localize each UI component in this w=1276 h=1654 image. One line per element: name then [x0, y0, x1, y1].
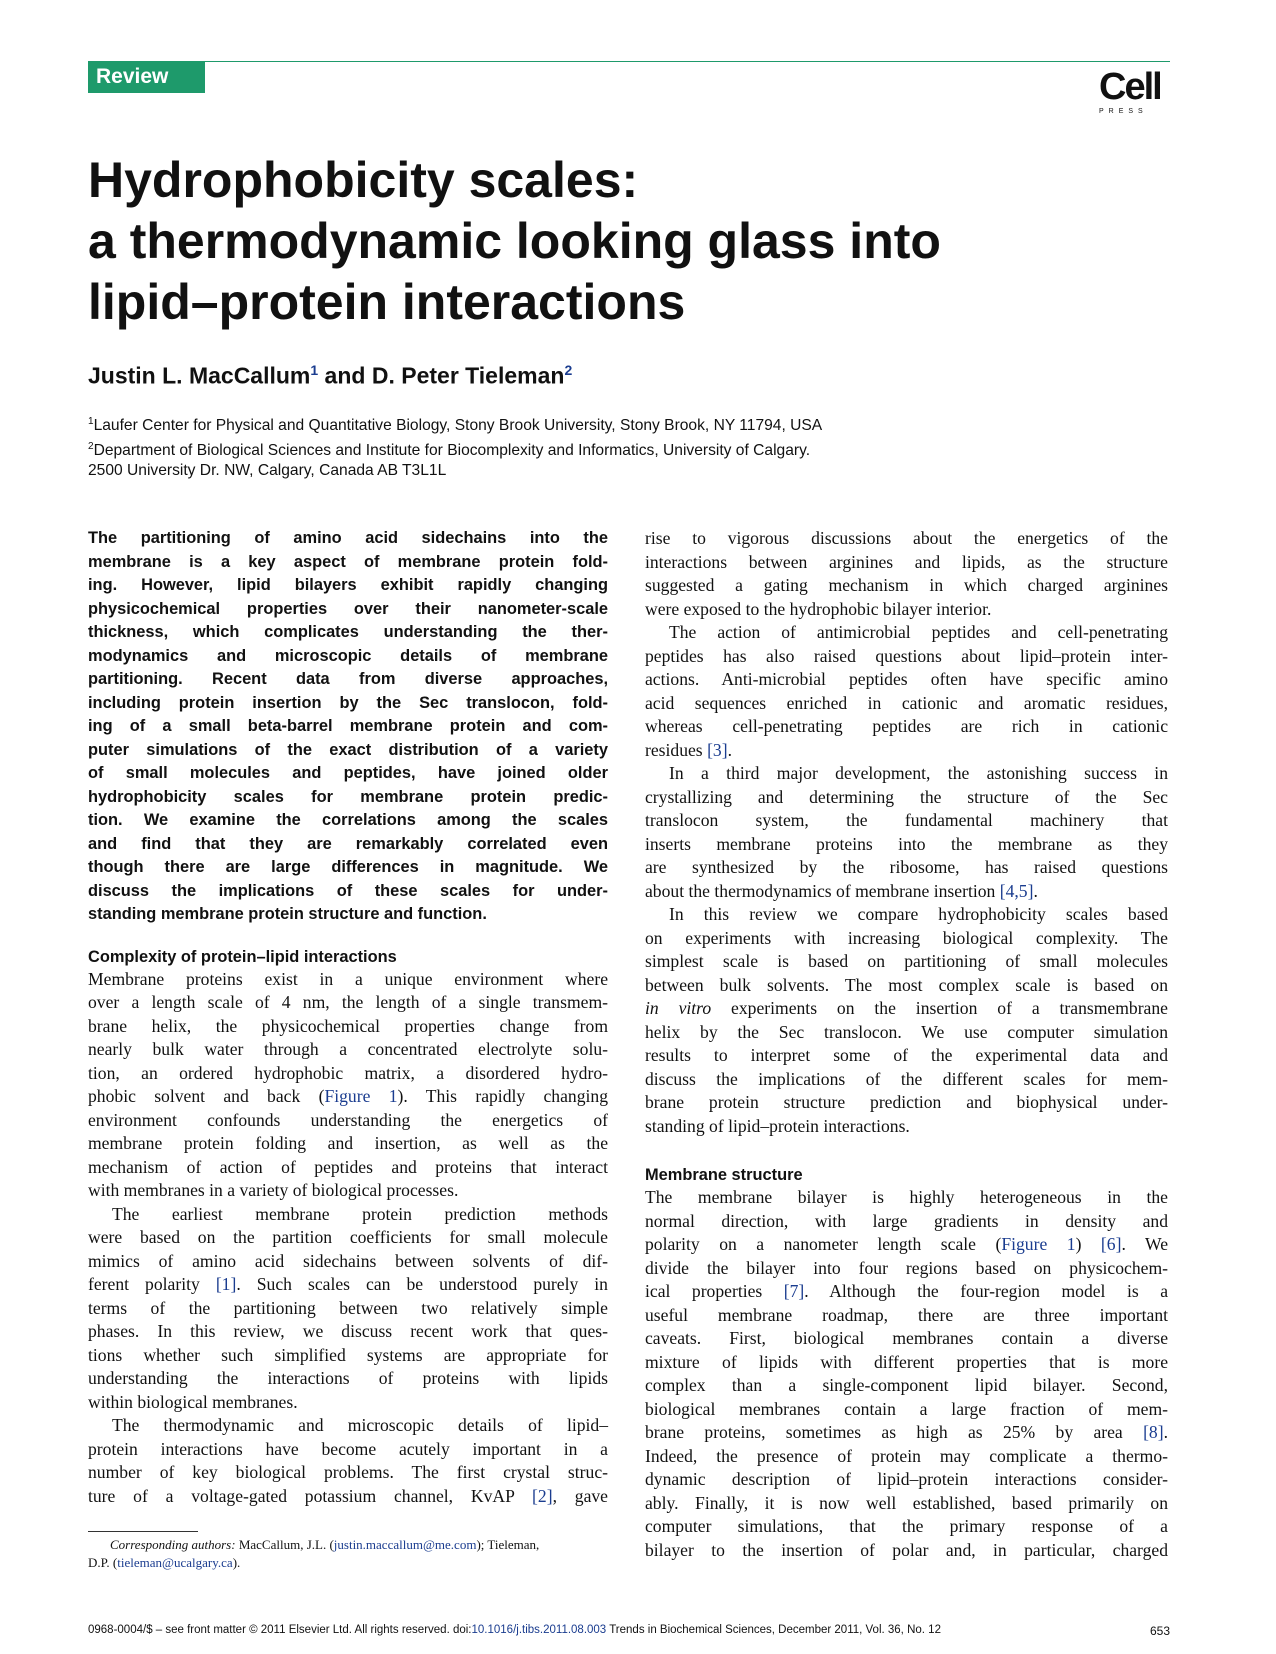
- text-line: within biological membranes.: [88, 1391, 298, 1412]
- text-line: actions. Anti-microbial peptides often have specific amino: [645, 669, 1168, 689]
- journal-citation: Trends in Biochemical Sciences, December 2011, Vol. 36, No. 12: [606, 1624, 941, 1636]
- affiliation-marker: 2: [88, 440, 94, 452]
- citation-link[interactable]: [4,5]: [999, 880, 1034, 901]
- affiliations: [88, 412, 822, 482]
- text-line: mixture of lipids with different properties that is more: [645, 1351, 1168, 1372]
- text-line: tions whether such simplified systems are appropriate for: [88, 1344, 608, 1365]
- body-text: [88, 968, 608, 1509]
- affiliation-marker: 2: [564, 362, 573, 378]
- abstract-line: physicochemical properties over their nanometer-scale: [88, 599, 608, 618]
- title-line: a thermodynamic looking glass into: [88, 213, 941, 269]
- citation-link[interactable]: [7]: [783, 1281, 805, 1301]
- text-line: results to interpret some of the experimental data and: [645, 1045, 1168, 1065]
- text-line: divide the bilayer into four regions based on physicochem-: [645, 1257, 1168, 1278]
- section-tag: Review: [88, 61, 205, 93]
- abstract-line: of small molecules and peptides, have joined older: [88, 764, 608, 782]
- logo-sub: PRESS: [1099, 108, 1148, 115]
- article-title: [88, 150, 1178, 333]
- abstract-line: ing. However, lipid bilayers exhibit rapidly changing: [88, 576, 608, 594]
- corresponding-authors-footnote: Corresponding authors: MacCallum, J.L. (justin.maccallum@me.com); Tieleman, D.P. (tieleman@ucalgary.ca).: [88, 1537, 540, 1570]
- text-line: on experiments with increasing biological complexity. The: [645, 927, 1168, 948]
- abstract-line: thickness, which complicates understanding the ther-: [88, 623, 608, 641]
- text-line: translocon system, the fundamental machinery that: [645, 810, 1168, 830]
- affiliation-text: 2500 University Dr. NW, Calgary, Canada AB T3L1L: [88, 462, 447, 480]
- text-line: suggested a gating mechanism in which charged arginines: [645, 575, 1168, 595]
- author-name: Justin L. MacCallum: [88, 362, 311, 389]
- right-column: [645, 527, 1168, 1562]
- text-line: with membranes in a variety of biological processes.: [88, 1180, 459, 1200]
- text-line: nearly bulk water through a concentrated electrolyte solu-: [88, 1039, 608, 1059]
- text-line: In a third major development, the astonishing success in: [669, 763, 1168, 783]
- text-line: Membrane proteins exist in a unique environment where: [88, 968, 608, 989]
- abstract-line: partitioning. Recent data from diverse approaches,: [88, 670, 608, 688]
- title-line: Hydrophobicity scales:: [88, 152, 639, 208]
- text-line: computer simulations, that the primary response of a: [645, 1516, 1168, 1536]
- text-line: phobic solvent and back (Figure 1). This rapidly changing: [88, 1086, 608, 1106]
- author-list: [88, 362, 572, 390]
- text-line: mechanism of action of peptides and proteins that interact: [88, 1156, 608, 1177]
- text-line: helix by the Sec translocon. We use computer simulation: [645, 1021, 1168, 1042]
- title-line: lipid–protein interactions: [88, 274, 686, 330]
- abstract-line: The partitioning of amino acid sidechains into the: [88, 529, 608, 547]
- abstract: [88, 527, 608, 927]
- text-line: dynamic description of lipid–protein interactions consider-: [645, 1469, 1168, 1489]
- text-line: were based on the partition coefficients for small molecule: [88, 1227, 608, 1247]
- text-line: ably. Finally, it is now well established, based primarily on: [645, 1492, 1168, 1513]
- text-line: brane protein structure prediction and biophysical under-: [645, 1092, 1168, 1112]
- text-line: mimics of amino acid sidechains between solvents of dif-: [88, 1250, 608, 1271]
- abstract-line: and find that they are remarkably correlated even: [88, 834, 608, 853]
- section-heading: Membrane structure: [645, 1166, 803, 1184]
- text-line: membrane protein folding and insertion, as well as the: [88, 1133, 608, 1153]
- text-line: brane helix, the physicochemical properties change from: [88, 1015, 608, 1036]
- cell-press-logo: [1099, 68, 1173, 120]
- affiliation-text: Department of Biological Sciences and Institute for Biocomplexity and Informatics, University of Calgary.: [93, 441, 811, 459]
- text-line: whereas cell-penetrating peptides are rich in cationic: [645, 716, 1168, 736]
- text-line: discuss the implications of the different scales for mem-: [645, 1068, 1168, 1089]
- text-line: were exposed to the hydrophobic bilayer interior.: [645, 598, 992, 619]
- abstract-line: ing of a small beta-barrel membrane protein and com-: [88, 717, 608, 735]
- abstract-line: hydrophobicity scales for membrane protein predic-: [88, 787, 608, 806]
- text-line: peptides has also raised questions about lipid–protein inter-: [645, 645, 1168, 666]
- header-rule: [88, 61, 1170, 62]
- text-line: In this review we compare hydrophobicity scales based: [669, 904, 1168, 924]
- text-line: interactions between arginines and lipids, as the structure: [645, 551, 1168, 572]
- text-line: inserts membrane proteins into the membrane as they: [645, 833, 1168, 854]
- text-line: environment confounds understanding the energetics of: [88, 1109, 608, 1130]
- footnote-label: Corresponding authors:: [110, 1537, 236, 1552]
- text-line: brane proteins, sometimes as high as 25% by area [8].: [645, 1422, 1168, 1442]
- text-line: Indeed, the presence of protein may complicate a thermo-: [645, 1445, 1168, 1466]
- author-name: and D. Peter Tieleman: [318, 362, 565, 389]
- text-line: terms of the partitioning between two relatively simple: [88, 1297, 608, 1318]
- copyright-text: 0968-0004/$ – see front matter © 2011 Elsevier Ltd. All rights reserved. doi:: [88, 1624, 472, 1636]
- text-line: standing of lipid–protein interactions.: [645, 1115, 910, 1136]
- text-line: ferent polarity [1]. Such scales can be understood purely in: [88, 1274, 608, 1294]
- text-line: residues [3].: [645, 739, 732, 760]
- abstract-line: puter simulations of the exact distribution of a variety: [88, 740, 608, 759]
- abstract-line: including protein insertion by the Sec translocon, fold-: [88, 693, 608, 712]
- text-line: The membrane bilayer is highly heterogeneous in the: [645, 1187, 1168, 1207]
- affiliation-marker: 1: [88, 416, 94, 427]
- text-line: in vitro experiments on the insertion of a transmembrane: [645, 998, 1168, 1018]
- figure-link[interactable]: Figure 1: [324, 1086, 398, 1106]
- text-line: The action of antimicrobial peptides and cell-penetrating: [669, 622, 1168, 642]
- citation-link[interactable]: [6]: [1100, 1234, 1122, 1254]
- doi-link[interactable]: 10.1016/j.tibs.2011.08.003: [471, 1624, 607, 1636]
- logo-word: Cell: [1099, 66, 1161, 108]
- text-line: complex than a single-component lipid bilayer. Second,: [645, 1375, 1168, 1395]
- text-line: rise to vigorous discussions about the energetics of the: [645, 528, 1168, 548]
- footnote-rule: [88, 1531, 198, 1532]
- text-line: phases. In this review, we discuss recent work that ques-: [88, 1321, 608, 1341]
- text-line: are synthesized by the ribosome, has raised questions: [645, 857, 1168, 877]
- abstract-line: membrane is a key aspect of membrane protein fold-: [88, 552, 608, 571]
- text-line: protein interactions have become acutely important in a: [88, 1438, 608, 1459]
- text-line: normal direction, with large gradients in density and: [645, 1210, 1168, 1231]
- abstract-line: standing membrane protein structure and function.: [88, 905, 487, 923]
- text-line: crystallizing and determining the structure of the Sec: [645, 786, 1168, 807]
- text-line: ical properties [7]. Although the four-region model is a: [645, 1281, 1168, 1301]
- email-link[interactable]: justin.maccallum@me.com: [333, 1537, 477, 1552]
- page-number: 653: [1149, 1624, 1170, 1638]
- text-line: between bulk solvents. The most complex scale is based on: [645, 974, 1168, 995]
- abstract-line: discuss the implications of these scales for under-: [88, 881, 608, 900]
- citation-link[interactable]: [2]: [532, 1485, 553, 1506]
- text-line: biological membranes contain a large fraction of mem-: [645, 1398, 1168, 1419]
- figure-link[interactable]: Figure 1: [1001, 1234, 1076, 1254]
- body-text: [645, 1186, 1168, 1562]
- citation-link[interactable]: [1]: [215, 1274, 237, 1294]
- text-line: acid sequences enriched in cationic and aromatic residues,: [645, 692, 1168, 713]
- text-line: understanding the interactions of proteins with lipids: [88, 1368, 608, 1388]
- text-line: caveats. First, biological membranes contain a diverse: [645, 1328, 1168, 1348]
- abstract-line: modynamics and microscopic details of membrane: [88, 646, 608, 665]
- abstract-line: though there are large differences in magnitude. We: [88, 858, 608, 876]
- section-heading: Complexity of protein–lipid interactions: [88, 947, 397, 966]
- text-line: tion, an ordered hydrophobic matrix, a disordered hydro-: [88, 1062, 608, 1083]
- left-column: [88, 527, 608, 1508]
- text-line: about the thermodynamics of membrane insertion [4,5].: [645, 880, 1038, 901]
- text-line: The thermodynamic and microscopic details of lipid–: [112, 1415, 608, 1435]
- page-footer: [88, 1624, 1170, 1636]
- abstract-line: tion. We examine the correlations among the scales: [88, 811, 608, 829]
- text-line: The earliest membrane protein prediction methods: [112, 1203, 608, 1224]
- body-text: [645, 527, 1168, 1138]
- affiliation-marker: 1: [310, 362, 319, 378]
- text-line: over a length scale of 4 nm, the length of a single transmem-: [88, 992, 608, 1012]
- text-line: polarity on a nanometer length scale (Figure 1) [6]. We: [645, 1234, 1169, 1254]
- text-line: useful membrane roadmap, there are three important: [645, 1304, 1168, 1325]
- affiliation-text: Laufer Center for Physical and Quantitative Biology, Stony Brook University, Stony Brook, NY 11794, USA: [93, 417, 823, 435]
- email-link[interactable]: tieleman@ucalgary.ca: [117, 1555, 233, 1570]
- text-line: bilayer to the insertion of polar and, in particular, charged: [645, 1539, 1168, 1560]
- text-line: simplest scale is based on partitioning of small molecules: [645, 951, 1168, 971]
- citation-link[interactable]: [3]: [707, 739, 728, 760]
- text-line: ture of a voltage-gated potassium channel, KvAP [2], gave: [88, 1485, 608, 1506]
- citation-link[interactable]: [8]: [1143, 1422, 1164, 1442]
- text-line: number of key biological problems. The first crystal struc-: [88, 1462, 608, 1482]
